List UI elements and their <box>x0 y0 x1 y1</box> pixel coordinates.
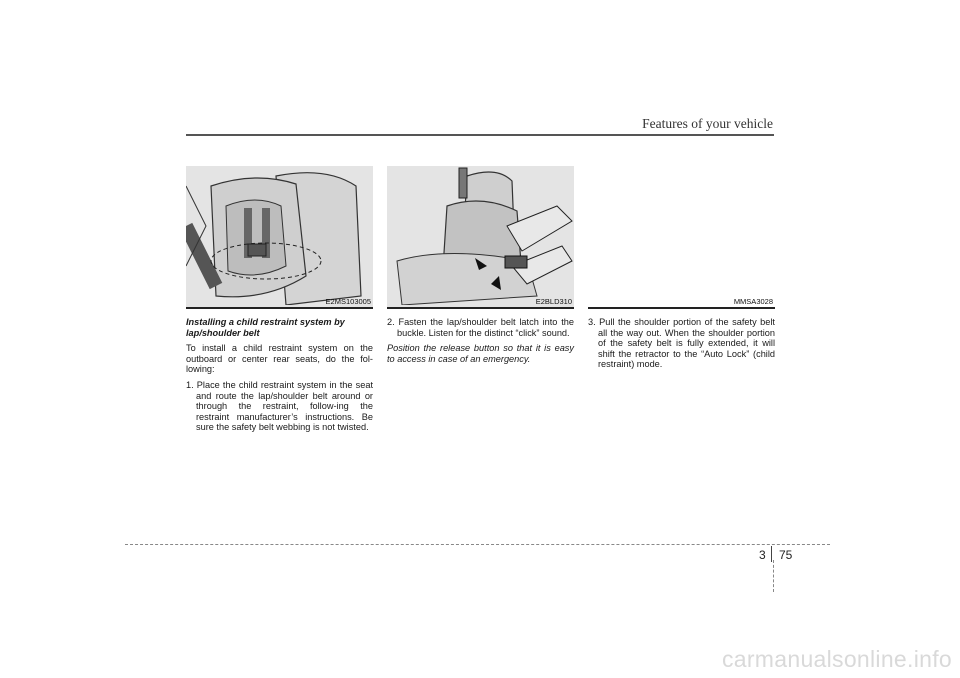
figure-code: E2BLD310 <box>535 297 572 306</box>
watermark: carmanualsonline.info <box>721 646 952 672</box>
section-subhead: Installing a child restraint system by lap/shoulder belt <box>186 317 345 338</box>
step-1: 1. Place the child restraint system in the seat and route the lap/shoulder belt around or through the restraint, follow-ing the restraint manufacturer’s instructions. Be sure the safety belt webbing is not twisted. <box>186 379 373 433</box>
figure-fasten-buckle <box>387 166 574 309</box>
column-1 <box>186 166 373 438</box>
chapter-number: 3 <box>759 548 766 562</box>
step-3: 3. Pull the shoulder portion of the safety belt all the way out. When the shoulder portion of the safety belt is fully extended, it will shift the retractor to the “Auto Lock” (child restraint) mode. <box>588 317 775 370</box>
column-3 <box>588 166 775 375</box>
figure-code: MMSA3028 <box>733 297 773 306</box>
page-number-separator <box>771 546 772 562</box>
column-2 <box>387 166 574 369</box>
page-number: 75 <box>779 548 793 562</box>
footer-rule <box>125 544 830 545</box>
buckle-illustration <box>387 166 574 305</box>
release-button-note: Position the release button so that it is easy to access in case of an emergency. <box>387 343 574 364</box>
step-2: 2. Fasten the lap/shoulder belt latch into the buckle. Listen for the distinct “click” sound. <box>387 317 574 338</box>
header-rule <box>186 134 774 136</box>
footer-vertical-rule <box>773 560 774 592</box>
figure-code: E2MS103005 <box>325 297 371 306</box>
running-header: Features of your vehicle <box>642 116 773 131</box>
intro-paragraph: To install a child restraint system on the outboard or center rear seats, do the fol-lowing: <box>186 343 373 375</box>
figure-rear-seat-child-seat <box>186 166 373 309</box>
child-seat-illustration <box>186 166 373 305</box>
figure-auto-lock <box>588 166 775 309</box>
